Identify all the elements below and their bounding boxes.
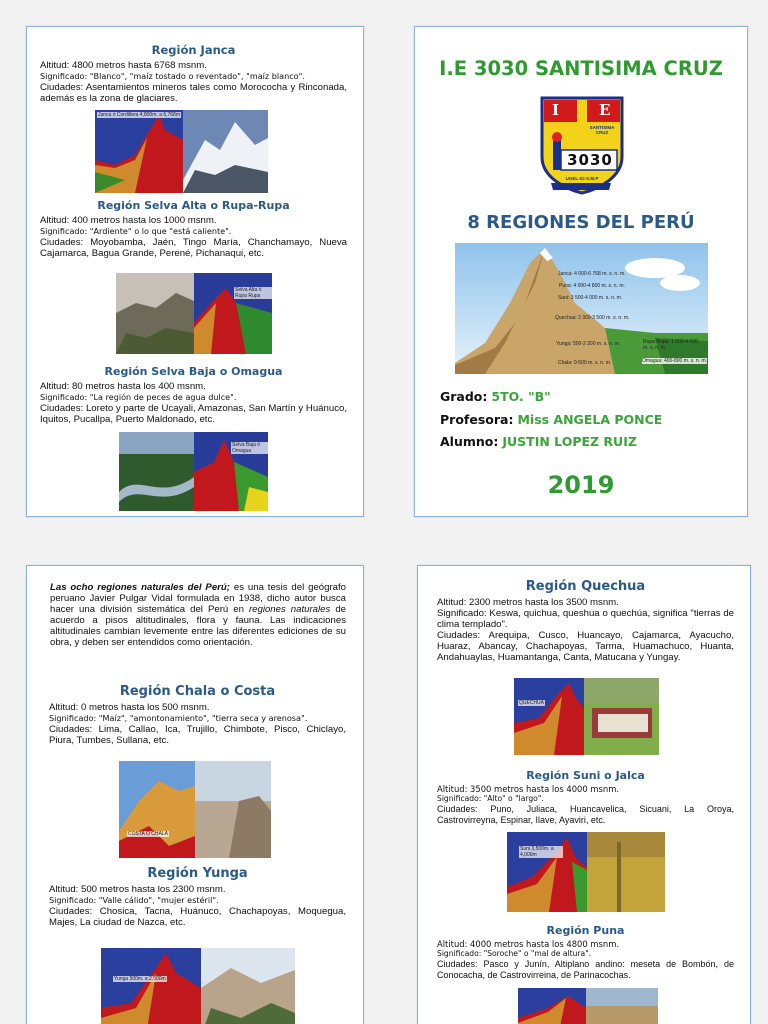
title-region-janca: Región Janca xyxy=(151,43,236,57)
map-label-chala: Chala: 0-500 m. s. n. m. xyxy=(558,360,612,366)
janca-significado: Significado: "Blanco", "maíz tostado o reventado", "maíz blanco". xyxy=(40,71,305,81)
intro-italic: regiones naturales xyxy=(248,604,331,615)
page-selva-janca xyxy=(26,26,364,517)
cover-year: 2019 xyxy=(547,471,615,499)
logo-letter-e: E xyxy=(599,101,611,119)
suni-altitud: Altitud: 3500 metros hasta los 4000 msnm. xyxy=(437,784,620,794)
school-logo xyxy=(539,95,625,195)
selva-baja-image-label: Selva Baja ó Omagua xyxy=(231,442,268,454)
puna-picture xyxy=(518,988,658,1024)
janca-image-label: Janca ó Cordillera 4,800m. a 6,768m xyxy=(98,112,180,118)
grado-label: Grado: xyxy=(440,389,488,404)
chala-ciudades: Ciudades: Lima, Callao, Ica, Trujillo, Chimbote, Pisco, Chiclayo, Piura, Tumbes, Sullana, etc. xyxy=(49,724,346,746)
puna-ciudades: Ciudades: Pasco y Junín, Altiplano andino: meseta de Bombón, de Conocacha, de Castrovirreina, de Parinacochas. xyxy=(437,959,734,980)
page-intro-chala-yunga xyxy=(26,565,364,1024)
janca-ciudades: Ciudades: Asentamientos mineros tales como Morococha y Rinconada, además es la zona de glaciares. xyxy=(40,82,347,104)
yunga-image xyxy=(101,948,295,1024)
selva-baja-altitud: Altitud: 80 metros hasta los 400 msnm. xyxy=(40,381,206,392)
chala-image-label: COSTA O CHALA xyxy=(128,831,168,837)
map-label-suni: Suni: 3 500-4 000 m. s. n. m. xyxy=(558,295,623,301)
yunga-ciudades: Ciudades: Chosica, Tacna, Huánuco, Chachapoyas, Moquegua, Majes, La ciudad de Nazca, etc. xyxy=(49,906,346,928)
map-label-omagua: Omagua: 400-800 m. s. n. m. xyxy=(642,358,708,364)
map-label-yunga: Yunga: 500-2 300 m. s. n. m. xyxy=(556,341,621,347)
map-label-janca: Janca: 4 000-6 768 m. s. n. m. xyxy=(558,271,626,277)
chala-picture xyxy=(119,761,271,858)
regions-profile-image xyxy=(455,243,708,374)
intro-text-1: es una tesis del geógrafo peruano Javier Pulgar Vidal formulada en 1938, dicho autor busca hacer una división sistemática del Perú en xyxy=(50,582,346,615)
quechua-image xyxy=(514,678,659,755)
chala-altitud: Altitud: 0 metros hasta los 500 msnm. xyxy=(49,702,210,713)
map-label-rupa-rupa: Rupa Rupa: 1 000-4 000 m. s. n. m. xyxy=(643,339,698,351)
yunga-altitud: Altitud: 500 metros hasta los 2300 msnm. xyxy=(49,884,226,895)
title-region-suni: Región Suni o Jalca xyxy=(526,769,645,782)
chala-image xyxy=(119,761,271,858)
title-region-selva-alta: Región Selva Alta o Rupa-Rupa xyxy=(97,199,290,212)
puna-image xyxy=(518,988,658,1024)
chala-significado: Significado: "Maíz", "amontonamiento", "tierra seca y arenosa". xyxy=(49,713,308,723)
title-region-yunga: Región Yunga xyxy=(147,866,248,881)
intro-bold: Las ocho regiones naturales del Perú; xyxy=(50,582,230,593)
page-quechua-suni-puna xyxy=(417,565,751,1024)
selva-alta-image-label: Selva Alta ó Rupa Rupa xyxy=(234,287,272,299)
yunga-image-label: Yunga 500m. a 2,500m xyxy=(114,976,166,982)
intro-paragraph xyxy=(50,582,346,648)
selva-alta-picture xyxy=(116,273,272,354)
grado-value: 5TO. "B" xyxy=(491,389,551,404)
selva-baja-image xyxy=(119,432,268,511)
suni-ciudades: Ciudades: Puno, Juliaca, Huancavelica, Sicuani, La Oroya, Castrovirreyna, Espinar, Ilave, Ayaviri, etc. xyxy=(437,804,734,825)
cover-subtitle: 8 REGIONES DEL PERÚ xyxy=(467,212,695,233)
title-region-quechua: Región Quechua xyxy=(525,579,646,594)
logo-footer: UGEL-02-S.M.P xyxy=(565,176,599,181)
title-region-chala: Región Chala o Costa xyxy=(119,684,276,699)
page-cover xyxy=(414,26,748,517)
logo-number: 3030 xyxy=(567,151,613,169)
alumno-row xyxy=(440,434,637,449)
suni-image-label: Suni 3,500m. a 4,000m xyxy=(519,846,563,858)
suni-picture xyxy=(507,832,665,912)
quechua-picture xyxy=(514,678,659,755)
suni-significado: Significado: "Alto" o "largo". xyxy=(437,794,544,803)
selva-alta-altitud: Altitud: 400 metros hasta los 1000 msnm. xyxy=(40,215,217,226)
profesora-row xyxy=(440,412,662,427)
janca-picture xyxy=(95,110,268,193)
yunga-significado: Significado: "Valle cálido", "mujer estéril". xyxy=(49,895,219,905)
janca-altitud: Altitud: 4800 metros hasta 6768 msnm. xyxy=(40,60,207,71)
logo-name: SANTISIMA CRUZ xyxy=(589,125,615,135)
selva-alta-ciudades: Ciudades: Moyobamba, Jaén, Tingo María, Chanchamayo, Nueva Cajamarca, Bagua Grande, Perené, Pichanaqui, etc. xyxy=(40,237,347,259)
quechua-image-label: QUECHUA xyxy=(519,700,545,706)
map-label-quechua: Quechua: 2 300-3 500 m. s. n. m. xyxy=(555,315,630,321)
alumno-value: JUSTIN LOPEZ RUIZ xyxy=(502,434,637,449)
profesora-label: Profesora: xyxy=(440,412,514,427)
regions-profile-graphic xyxy=(455,243,708,374)
school-title: I.E 3030 SANTISIMA CRUZ xyxy=(439,57,723,80)
map-label-puna: Puna: 4 000-4 800 m. s. n. m. xyxy=(559,283,625,289)
intro-text-2: de acuerdo a pisos altitudinales, flora y fauna. Las indicaciones altitudinales cambian levemente entre las diferentes ediciones de su obra, y deben ser entendidos como orientación. xyxy=(50,604,346,648)
selva-alta-image xyxy=(116,273,272,354)
suni-image xyxy=(507,832,665,912)
selva-baja-ciudades: Ciudades: Loreto y parte de Ucayali, Amazonas, San Martín y Huánuco, Iquitos, Pucallpa, Puerto Maldonado, etc. xyxy=(40,403,347,425)
puna-significado: Significado: "Soroche" o "mal de altura". xyxy=(437,949,592,958)
selva-alta-significado: Significado: "Ardiente" o lo que "está caliente". xyxy=(40,226,232,236)
janca-image xyxy=(95,110,268,193)
quechua-altitud: Altitud: 2300 metros hasta los 3500 msnm. xyxy=(437,597,619,608)
yunga-picture xyxy=(101,948,295,1024)
grado-row xyxy=(440,389,551,404)
puna-altitud: Altitud: 4000 metros hasta los 4800 msnm. xyxy=(437,939,620,949)
quechua-ciudades: Ciudades: Arequipa, Cusco, Huancayo, Cajamarca, Ayacucho, Huaraz, Abancay, Chachapoyas, Tarma, Huamachuco, Huanta, Andahuaylas, Huamantanga, Canta, Matucana y Yungay. xyxy=(437,630,734,663)
quechua-significado: Significado: Keswa, quichua, queshua o quechúa, significa "tierras de clima templado". xyxy=(437,608,734,630)
logo-letter-i: I xyxy=(552,101,560,119)
alumno-label: Alumno: xyxy=(440,434,499,449)
selva-baja-significado: Significado: "La región de peces de agua dulce". xyxy=(40,392,237,402)
title-region-selva-baja: Región Selva Baja o Omagua xyxy=(104,365,283,378)
title-region-puna: Región Puna xyxy=(546,924,625,937)
profesora-value: Miss ANGELA PONCE xyxy=(517,412,663,427)
